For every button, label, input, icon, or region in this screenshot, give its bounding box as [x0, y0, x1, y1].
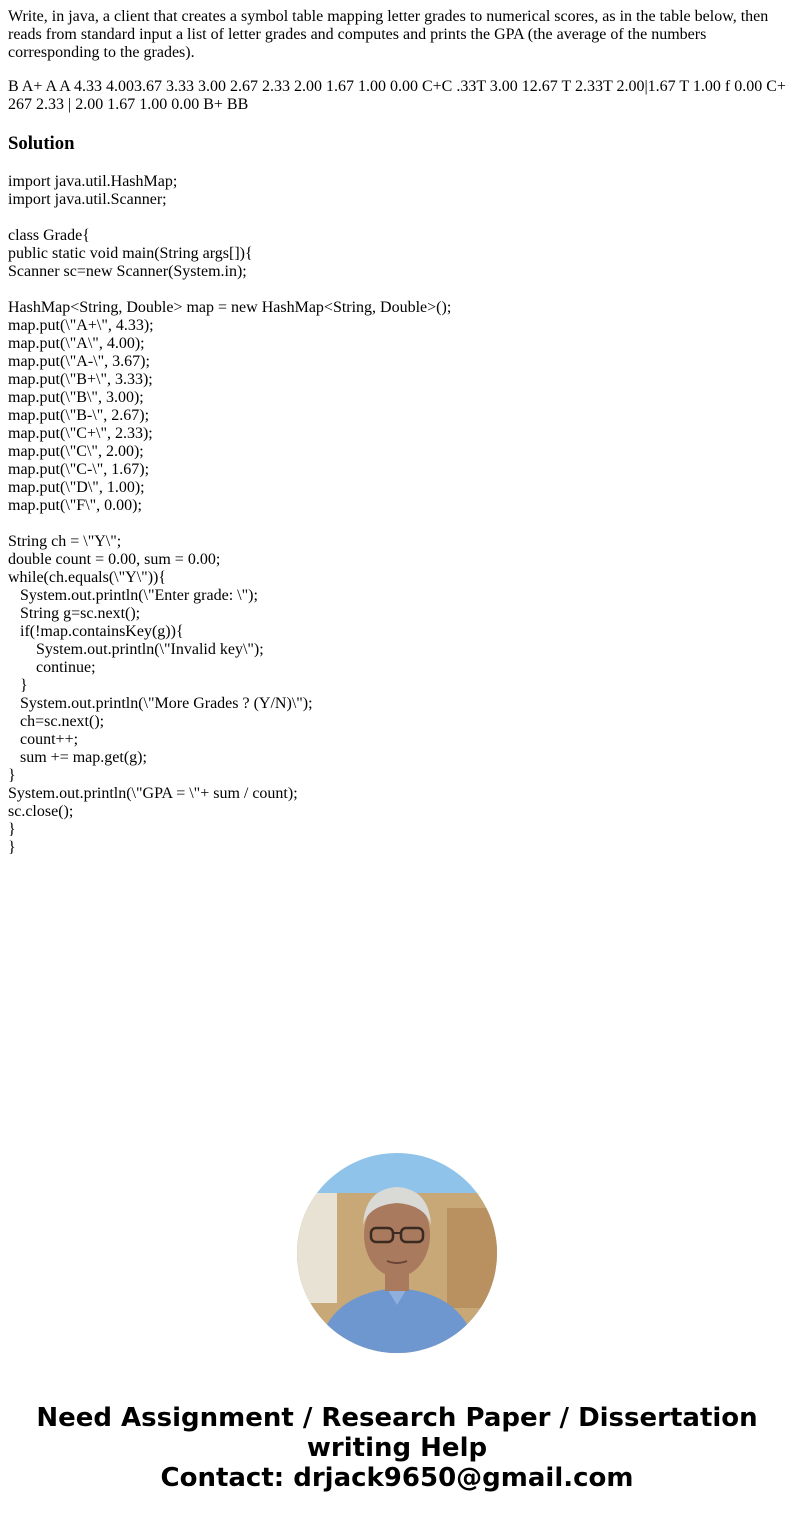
code-line: map.put(\"C-\", 1.67); — [8, 461, 150, 478]
grade-table-text: B A+ A A 4.33 4.003.67 3.33 3.00 2.67 2.33 2.00 1.67 1.00 0.00 C+C .33T 3.00 12.67 T 2.33T 2.00|1.67 T 1.00 f 0.00 C+ 267 2.33 | 2.00 1.67 1.00 0.00 B+ BB — [8, 78, 786, 113]
code-line: } — [8, 767, 16, 784]
promo-contact: Contact: drjack9650@gmail.com — [160, 1463, 634, 1493]
promo-line-2: writing Help — [306, 1433, 488, 1463]
code-line: map.put(\"A+\", 4.33); — [8, 317, 154, 334]
code-line: map.put(\"D\", 1.00); — [8, 479, 145, 496]
code-line: import java.util.Scanner; — [8, 191, 167, 208]
author-avatar — [297, 1153, 497, 1353]
code-line: System.out.println(\"Enter grade: \"); — [8, 587, 258, 604]
code-line: map.put(\"C+\", 2.33); — [8, 425, 153, 442]
solution-heading: Solution — [8, 133, 75, 154]
author-photo-icon — [297, 1153, 497, 1353]
code-line: count++; — [8, 731, 79, 748]
code-line: import java.util.HashMap; — [8, 173, 178, 190]
code-line: System.out.println(\"GPA = \"+ sum / count); — [8, 785, 298, 802]
code-line: ch=sc.next(); — [8, 713, 105, 730]
code-line: System.out.println(\"More Grades ? (Y/N)\"); — [8, 695, 313, 712]
code-line: map.put(\"C\", 2.00); — [8, 443, 144, 460]
question-text: Write, in java, a client that creates a symbol table mapping letter grades to numerical scores, as in the table below, then reads from standard input a list of letter grades and computes and prints the GPA (the average of the numbers corresponding to the grades). — [8, 8, 769, 61]
code-line: } — [8, 839, 16, 856]
code-line: double count = 0.00, sum = 0.00; — [8, 551, 221, 568]
photo-shelf — [447, 1208, 497, 1308]
code-line: sc.close(); — [8, 803, 74, 820]
photo-door — [297, 1193, 337, 1303]
code-line: continue; — [8, 659, 96, 676]
code-line — [8, 515, 786, 533]
code-line: } — [8, 677, 28, 694]
promo-line-1: Need Assignment / Research Paper / Dissertation — [36, 1403, 758, 1433]
code-line: if(!map.containsKey(g)){ — [8, 623, 184, 640]
code-line: public static void main(String args[]){ — [8, 245, 253, 262]
code-line: Scanner sc=new Scanner(System.in); — [8, 263, 247, 280]
code-line — [8, 209, 786, 227]
code-line: map.put(\"B+\", 3.33); — [8, 371, 153, 388]
code-line: class Grade{ — [8, 227, 90, 244]
code-line: HashMap<String, Double> map = new HashMap<String, Double>(); — [8, 299, 452, 316]
code-line: System.out.println(\"Invalid key\"); — [8, 641, 264, 658]
promo-banner — [0, 1403, 794, 1493]
code-line: String g=sc.next(); — [8, 605, 141, 622]
code-line: map.put(\"A-\", 3.67); — [8, 353, 150, 370]
code-line — [8, 281, 786, 299]
code-line: map.put(\"B-\", 2.67); — [8, 407, 150, 424]
solution-code — [8, 173, 786, 857]
code-line: map.put(\"A\", 4.00); — [8, 335, 145, 352]
code-line: String ch = \"Y\"; — [8, 533, 122, 550]
code-line: sum += map.get(g); — [8, 749, 147, 766]
code-line: map.put(\"F\", 0.00); — [8, 497, 142, 514]
code-line: while(ch.equals(\"Y\")){ — [8, 569, 167, 586]
code-line: } — [8, 821, 16, 838]
code-line: map.put(\"B\", 3.00); — [8, 389, 144, 406]
